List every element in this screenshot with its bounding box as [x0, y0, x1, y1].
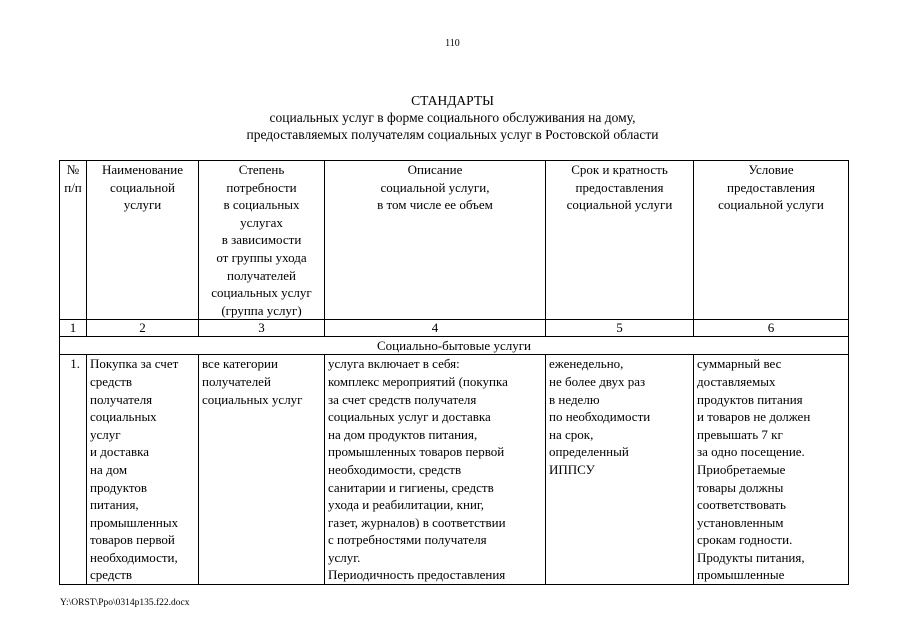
header-cell-need: Степень потребности в социальных услугах в зависимости от группы ухода получателей социальных услуг (группа услуг) [199, 161, 325, 320]
column-number-3: 3 [199, 320, 325, 337]
document-title [0, 92, 905, 143]
header-cell-num: № п/п [60, 161, 87, 320]
column-number-4: 4 [325, 320, 546, 337]
service-name-cell: Покупка за счет средств получателя социальных услуг и доставка на дом продуктов питания, промышленных товаров первой необходимости, средств [87, 355, 199, 585]
title-line-3: предоставляемых получателям социальных услуг в Ростовской области [246, 127, 659, 142]
standards-table [59, 160, 849, 585]
table-row [60, 355, 849, 585]
column-number-row [60, 320, 849, 337]
header-row [60, 161, 849, 320]
header-cell-condition: Условие предоставления социальной услуги [694, 161, 849, 320]
term-cell: еженедельно, не более двух раз в неделю по необходимости на срок, определенный ИППСУ [546, 355, 694, 585]
section-title: Социально-бытовые услуги [60, 337, 849, 355]
need-cell: все категории получателей социальных услуг [199, 355, 325, 585]
header-cell-term: Срок и кратность предоставления социальной услуги [546, 161, 694, 320]
footer-file-path: Y:\ORST\Ppo\0314p135.f22.docx [60, 598, 190, 608]
row-number: 1. [60, 355, 87, 585]
page-number: 110 [445, 38, 460, 49]
header-cell-description: Описание социальной услуги, в том числе ее объем [325, 161, 546, 320]
section-row [60, 337, 849, 355]
column-number-1: 1 [60, 320, 87, 337]
column-number-5: 5 [546, 320, 694, 337]
title-line-1: СТАНДАРТЫ [411, 93, 494, 108]
description-cell: услуга включает в себя: комплекс мероприятий (покупка за счет средств получателя социальных услуг и доставка на дом продуктов питания, промышленных товаров первой необходимости, средств санитарии и гигиены, средств ухода и реабилитации, книг, газет, журналов) в соответствии с потребностями получателя услуг. Периодичность предоставления [325, 355, 546, 585]
column-number-2: 2 [87, 320, 199, 337]
header-cell-name: Наименование социальной услуги [87, 161, 199, 320]
condition-cell: суммарный вес доставляемых продуктов питания и товаров не должен превышать 7 кг за одно посещение. Приобретаемые товары должны соответствовать установленным срокам годности. Продукты питания, промышленные [694, 355, 849, 585]
column-number-6: 6 [694, 320, 849, 337]
title-line-2: социальных услуг в форме социального обслуживания на дому, [269, 110, 636, 125]
